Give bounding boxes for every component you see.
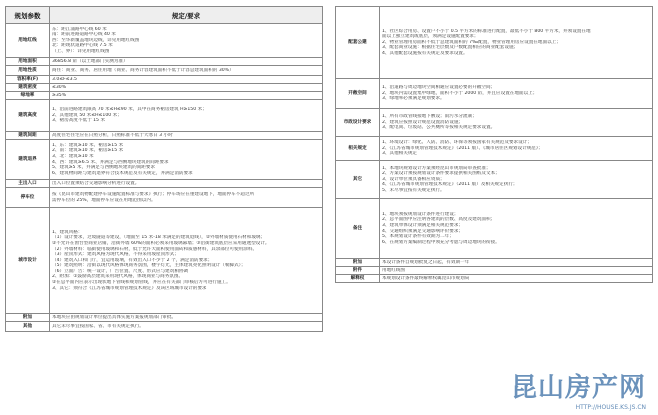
content-line: （2）外墙材料：临街使用玻璃和石材，低于允许大面积使用面砖和质感材料，其余部位可使用涂料。: [52, 246, 258, 252]
row-label: 停车位: [6, 188, 50, 208]
row-content: [50, 100, 323, 132]
content-line: 2、《江苏省城市规划管理技术规定》（2011 版）、《城市居住区规划设计规范》；: [382, 145, 543, 151]
row-content: [50, 322, 323, 332]
row-content: [380, 7, 653, 79]
content-line: 3、其它：须符合《江苏省城市规划管理技术规定》及该区域城市设计的要求: [52, 285, 207, 291]
content-line: 需停车位的 25%，地面停车应设在用地范围以内。: [52, 197, 156, 203]
row-content: [50, 208, 323, 314]
row-label: 用地红线: [6, 24, 50, 58]
content-line: 6、在规划方案编制过程中须充分考虑与周边地块的衔接。: [382, 239, 500, 245]
content-line: 南：距前进路道路中心线 40 米: [52, 32, 116, 38]
table-row: [6, 208, 323, 314]
row-label: 主出入口: [6, 180, 50, 188]
content-line: 东：距江浦路中心线 60 米: [52, 26, 107, 32]
content-line: 4、《江苏省城市规划管理技术规定》（2011 版）及相关规定执行；: [382, 182, 518, 188]
table-row: [336, 199, 653, 259]
content-line: 5、未尽事宜按有关规定执行。: [382, 187, 445, 193]
content-line: 北：距现状道路中心线 7.5 米: [52, 43, 113, 49]
content-line: 出入口位置须结合交通影响分析进行设置。: [52, 180, 140, 186]
row-label: 容积率(F): [6, 76, 50, 84]
row-content: [50, 132, 323, 140]
content-line: 本规划设计条件最终解释权属昆山市规划局: [382, 275, 470, 281]
content-line: 5、建筑≥5 米，并满足与西侧地块建筑的间距要求: [52, 165, 156, 171]
row-content: [50, 24, 323, 58]
content-line: 1、沿前进路建筑限高 70 米≤H≤90 米，其中在商务裙房建筑 H≥150 米；: [52, 107, 207, 113]
content-line: 2、总平面图中应注明各建筑的层数、高度及建筑面积；: [382, 217, 496, 223]
row-content: [380, 161, 653, 199]
row-label: 附加: [6, 314, 50, 322]
table-row: [336, 137, 653, 161]
content-line: 2、附加：①鼓励高层建筑采用现代风格，体现商业与商务氛围。: [52, 274, 184, 280]
row-label: 用地面积: [6, 58, 50, 66]
row-label: 其他: [6, 322, 50, 332]
row-label: 附加: [336, 259, 380, 267]
content-line: 1、社区综合用房、设置户不小于 0.5 平方米的标准进行配置，最低不小于 800 平方米，并须设置在地: [382, 28, 591, 34]
watermark: [511, 367, 646, 411]
row-content: [380, 79, 653, 109]
row-content: [380, 275, 653, 283]
row-label: 绿地率: [6, 92, 50, 100]
content-line: 2、方案设计须按规划设计条件要求提供相关图纸及文本；: [382, 171, 500, 177]
row-label: 相关规定: [336, 137, 380, 161]
row-content: [380, 109, 653, 137]
content-line: （1）设计要求，过境隧道等建设，（地面至 15 米-18 米满足的建筑退线），②外墙材质使用石材和玻璃；: [52, 235, 266, 241]
content-line: ②不允许在窗台型商业店铺，沿街外墙 60%的面积必须采用玻璃幕墙；③沿街建筑底层应采用通透型设计。: [52, 240, 270, 246]
row-label: 其它: [336, 161, 380, 199]
content-line: （3）屋顶形式：建筑风格为现代风格，不得采用坡屋顶形式；: [52, 252, 179, 258]
row-content: [380, 259, 653, 267]
content-line: 1、地块须按规划设计条件进行建设；: [382, 211, 459, 217]
row-content: [50, 140, 323, 180]
row-content: [50, 58, 323, 66]
content-line: 1、本地块规划设计方案须经昆山市规划局审查批准；: [382, 165, 491, 171]
table-row: [336, 259, 653, 267]
content-line: 西：至华新覆盖地块边线，详见用地红线图: [52, 37, 140, 43]
table-row: [6, 132, 323, 140]
row-content: [50, 314, 323, 322]
content-line: （4）建筑入口和门厅，宜运用玻璃，有效出入口不少于 2 个，满足消防要求；: [52, 257, 213, 263]
content-line: 按《昆山市建筑物配建停车设施配置标准与要求》执行；停车场应在重建设地下，地面停车不超过所: [52, 191, 255, 197]
content-line: （上、界）：详见用地红线图: [52, 48, 110, 54]
row-label: 开敞空间: [336, 79, 380, 109]
content-line: 4、其他配套设施按有关规定及要求设置。: [382, 50, 468, 56]
requirements-table-continued: [335, 6, 653, 283]
content-line: 其它未尽事宜按国家、省、市有关规定执行。: [52, 323, 144, 329]
table-row: [6, 76, 323, 84]
table-row: [6, 100, 323, 132]
content-line: 3、其他相关规定: [382, 151, 418, 157]
content-line: 36856.8 ㎡（以土地部门实测为准）: [52, 58, 128, 64]
row-label: 建筑高度: [6, 100, 50, 132]
content-line: 3.0≤F≤3.5: [52, 76, 77, 82]
content-line: 3、裙房高度不低于 15 米: [52, 118, 106, 124]
table-row: [336, 109, 653, 137]
table-row: [6, 66, 323, 76]
row-label: 解释权: [336, 275, 380, 283]
table-row: [6, 58, 323, 66]
table-row: [336, 161, 653, 199]
table-row: [6, 314, 323, 322]
content-line: 高度住宅住宅应在日照分析，日照标准不低于大寒日 3 小时: [52, 132, 173, 138]
row-label: 附件: [336, 267, 380, 275]
content-line: 2、南：建筑≥10 米、裙房≥15 米: [52, 148, 124, 154]
content-line: 2、地块内需设置集中绿地，面积不小于 2000 ㎡，并且应设置在地面以上；: [382, 90, 538, 96]
content-line: 1、环境设计：绿化、人防、消防、环保等须按国家有关规范及要求设计；: [382, 140, 532, 146]
row-label: 建筑退界: [6, 140, 50, 180]
content-line: （6）立面广告：统一设计，广告位置、尺度、形式应与建筑相协调: [52, 268, 189, 274]
content-line: 2、物业管理用房面积不低于总建筑面积的 7‰配置，物业管理用房应设置在地面以上；: [382, 39, 561, 45]
content-line: 6、建筑物间距与建筑退界符合技术规范及有关规定，并满足消防要求: [52, 170, 193, 176]
content-line: 4、西：建筑≥6.5 米、并满足与西侧地块建筑的间距要求: [52, 159, 169, 165]
row-label: 配套公建: [336, 7, 380, 79]
content-line: 3、绿地率必须满足规划要求。: [382, 96, 445, 102]
row-content: [50, 66, 323, 76]
table-row: [6, 322, 323, 332]
row-label: 建筑密度: [6, 84, 50, 92]
row-content: [50, 188, 323, 208]
content-line: ②在总平面内应表示出现状地下管线和规划管线，并应在有关部门审核后方可进行施工。: [52, 280, 231, 286]
content-line: 3、设计单位须具备相应资质；: [382, 176, 445, 182]
row-label: 备注: [336, 199, 380, 259]
row-label: 市政设计要求: [336, 109, 380, 137]
content-line: 3、配电间、垃圾站、公共厕所等按相关规定要求设置。: [382, 125, 496, 131]
table-header-row: [6, 7, 323, 24]
table-row: [6, 188, 323, 208]
row-content: [380, 199, 653, 259]
row-content: [50, 84, 323, 92]
content-line: 3、北：建筑≥10 米: [52, 153, 94, 159]
content-line: 3、配套商业设施：根据住宅层数及户数配置相应的商业配套设施；: [382, 45, 519, 51]
table-row: [6, 140, 323, 180]
table-row: [6, 84, 323, 92]
row-content: [50, 180, 323, 188]
content-line: 1、所有市政管线接地下敷设；雨污水分流制；: [382, 114, 477, 120]
content-line: 3、建筑单体设计须满足相关规范要求；: [382, 222, 464, 228]
content-line: 面以上独立建筑或底层，须满足设施配置要求；: [382, 34, 479, 40]
watermark-url: HTTP://HOUSE.KS.JS.CN: [575, 404, 646, 411]
row-label: 建筑间距: [6, 132, 50, 140]
content-line: ≤30%: [52, 84, 67, 90]
table-row: [336, 7, 653, 79]
table-row: [336, 267, 653, 275]
table-row: [6, 24, 323, 58]
table-row: [6, 92, 323, 100]
content-line: 5、本规划设计条件有效期为二年；: [382, 234, 454, 240]
planning-parameters-table: [5, 6, 323, 332]
table-row: [336, 275, 653, 283]
row-content: [380, 137, 653, 161]
row-content: [50, 76, 323, 84]
row-content: [50, 92, 323, 100]
table-row: [336, 79, 653, 109]
content-line: 1、东：建筑≥10 米、裙房≥15 米: [52, 142, 124, 148]
row-label: 用地性质: [6, 66, 50, 76]
header-requirements: 规定/要求: [50, 7, 323, 24]
content-line: 商住：商业、商务、居住用地（商业、商务计容建筑面积不低于计容总建筑面积的 30%）: [52, 67, 234, 73]
content-line: 1、建筑风格：: [52, 229, 83, 235]
row-content: [380, 267, 653, 275]
content-line: 2、其他建筑 50 米≤H≤100 米；: [52, 112, 122, 118]
header-params: 规划参数: [6, 7, 50, 24]
row-label: 城市设计: [6, 208, 50, 314]
content-line: （5）建筑照明：沿街以现代风格体现商务氛围，楼宇灯光，主体建筑亮化照明设计（勒脚式）；: [52, 263, 246, 269]
content-line: 本地块应由规划设计单位提出具体实施方案报规划部门审批。: [52, 314, 177, 320]
content-line: 1、沿道路与周边地块空间相通应设置必要的开敞空间；: [382, 85, 496, 91]
content-line: 用地红线图: [382, 267, 405, 273]
content-line: ≥35%: [52, 92, 67, 98]
content-line: 2、建筑应按照设计规范设置消防设施；: [382, 119, 464, 125]
content-line: 4、交通组织须满足交通影响评价要求；: [382, 228, 464, 234]
watermark-logo-text: 昆山房产网: [510, 373, 646, 403]
table-row: [6, 180, 323, 188]
content-line: 本设计条件自规划批复之日起，有效期一年: [382, 259, 470, 265]
